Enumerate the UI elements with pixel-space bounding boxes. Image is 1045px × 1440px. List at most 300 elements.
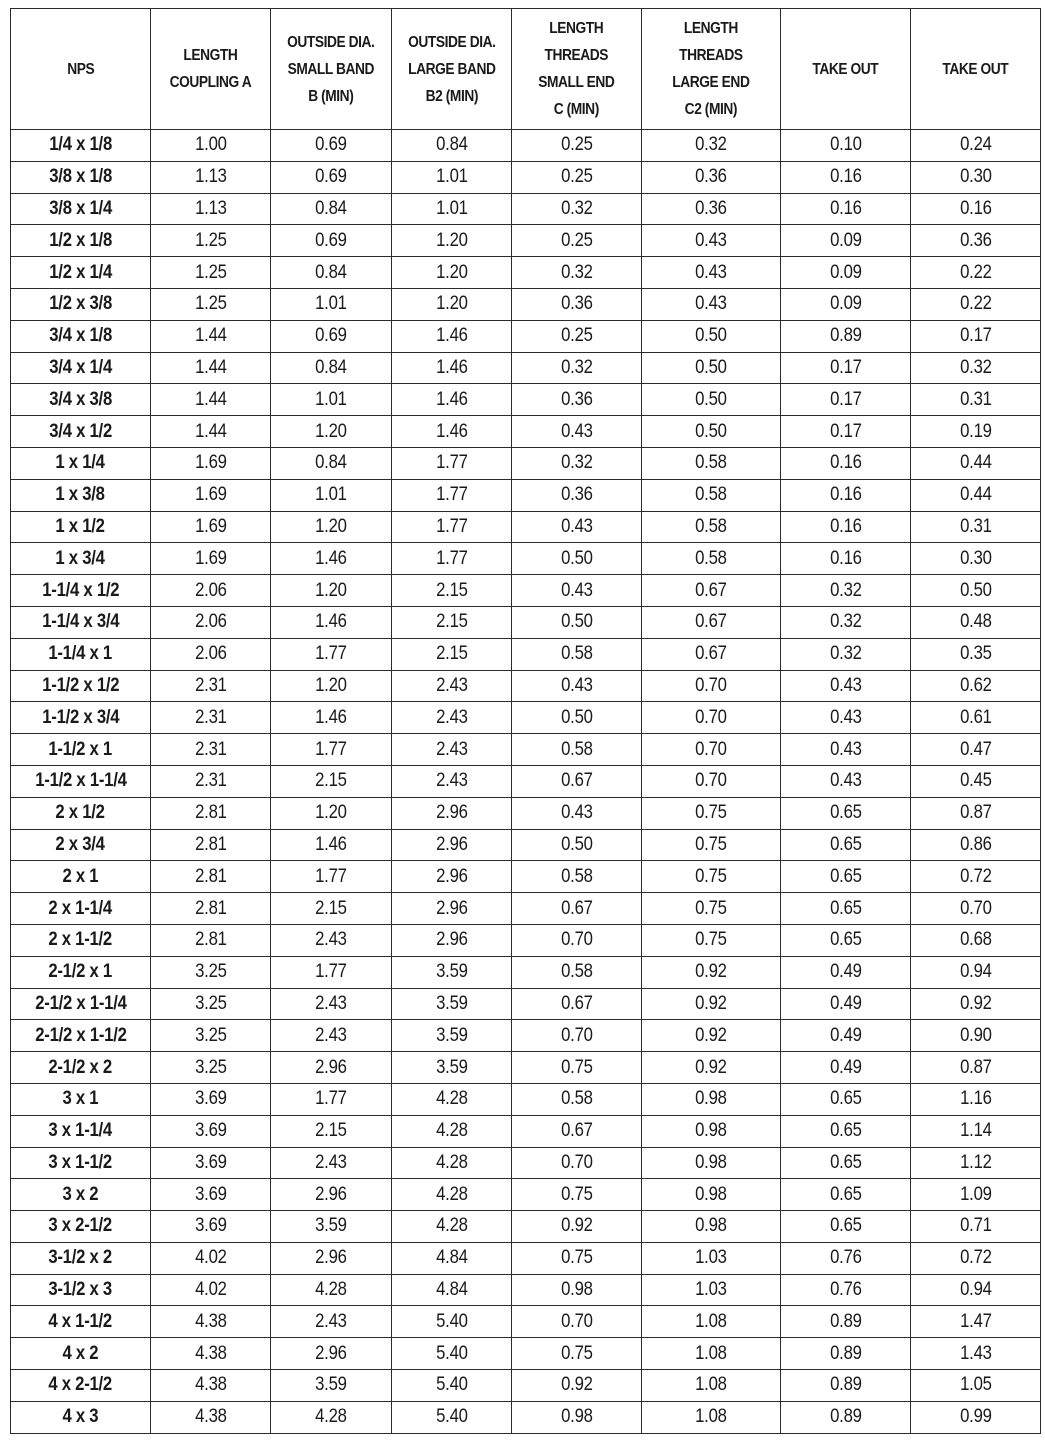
cell-take-out [781,320,911,352]
cell-length-coupling-a [151,797,271,829]
cell-value: 1.46 [435,325,468,347]
cell-small-band-b [271,416,392,448]
header-label: LENGTH COUPLING A [169,47,252,91]
cell-value: 1 x 1/4 [55,452,106,474]
table-row [11,288,1041,320]
cell-value: 0.50 [560,706,593,728]
table-row [11,734,1041,766]
cell-value: 1.13 [194,166,227,188]
cell-value: 0.69 [315,166,347,188]
cell-value: 2.81 [194,897,227,919]
cell-nps [11,670,151,702]
cell-value: 2.96 [435,865,468,887]
cell-length-coupling-a [151,575,271,607]
cell-take-out-2 [911,130,1041,162]
cell-value: 0.89 [829,1342,862,1364]
cell-length-coupling-a [151,447,271,479]
cell-value: 0.50 [695,325,727,347]
cell-nps [11,1242,151,1274]
cell-value: 4 x 2-1/2 [48,1374,113,1396]
cell-value: 0.67 [560,992,593,1014]
cell-value: 2.06 [194,643,227,665]
header-label: OUTSIDE DIA. LARGE BAND B2 (MIN) [407,33,496,105]
table-row [11,1115,1041,1147]
cell-small-band-b [271,956,392,988]
cell-value: 2.43 [315,1024,347,1046]
cell-nps [11,257,151,289]
cell-threads-small-end-c [512,797,642,829]
cell-small-band-b [271,193,392,225]
cell-value: 0.70 [560,1310,593,1332]
cell-value: 0.75 [560,1183,593,1205]
table-row [11,670,1041,702]
cell-value: 1.77 [435,515,468,537]
cell-value: 1.46 [435,388,468,410]
cell-take-out [781,670,911,702]
cell-threads-large-end-c2 [642,575,781,607]
cell-value: 0.36 [560,293,593,315]
cell-large-band-b2 [392,1370,512,1402]
cell-value: 0.92 [695,1056,727,1078]
cell-take-out-2 [911,193,1041,225]
cell-take-out [781,130,911,162]
cell-threads-small-end-c [512,193,642,225]
cell-large-band-b2 [392,1020,512,1052]
table-row [11,225,1041,257]
cell-value: 0.50 [695,356,727,378]
cell-threads-small-end-c [512,1274,642,1306]
cell-length-coupling-a [151,193,271,225]
cell-threads-large-end-c2 [642,416,781,448]
cell-value: 3.59 [435,961,468,983]
header-label: TAKE OUT [812,60,879,78]
cell-value: 0.92 [560,1374,593,1396]
cell-value: 1.69 [194,547,227,569]
cell-value: 2.96 [435,833,468,855]
cell-value: 1.20 [315,515,347,537]
cell-value: 0.70 [695,738,727,760]
cell-large-band-b2 [392,1147,512,1179]
cell-value: 2.43 [315,1151,347,1173]
cell-large-band-b2 [392,130,512,162]
cell-value: 0.36 [560,484,593,506]
cell-value: 3 x 1-1/4 [48,1120,113,1142]
cell-value: 0.58 [560,865,593,887]
cell-value: 3-1/2 x 3 [48,1279,113,1301]
cell-nps [11,161,151,193]
cell-value: 4.38 [194,1342,227,1364]
header-nps [11,9,151,130]
cell-take-out-2 [911,670,1041,702]
cell-value: 1.77 [435,452,468,474]
cell-take-out [781,1242,911,1274]
cell-threads-small-end-c [512,893,642,925]
cell-value: 2-1/2 x 2 [48,1056,113,1078]
cell-value: 2.15 [435,643,468,665]
cell-threads-large-end-c2 [642,1147,781,1179]
cell-threads-small-end-c [512,1338,642,1370]
cell-length-coupling-a [151,130,271,162]
table-row [11,1338,1041,1370]
cell-value: 1-1/2 x 3/4 [41,706,120,728]
cell-take-out [781,829,911,861]
cell-value: 2.15 [315,1120,347,1142]
cell-large-band-b2 [392,765,512,797]
cell-large-band-b2 [392,511,512,543]
cell-large-band-b2 [392,1179,512,1211]
cell-take-out-2 [911,447,1041,479]
cell-value: 2.31 [194,674,227,696]
cell-length-coupling-a [151,1115,271,1147]
cell-value: 0.43 [560,802,593,824]
cell-threads-large-end-c2 [642,956,781,988]
cell-take-out [781,511,911,543]
cell-nps [11,988,151,1020]
cell-nps [11,1306,151,1338]
cell-value: 3.25 [194,1024,227,1046]
table-row [11,130,1041,162]
cell-value: 0.67 [695,643,727,665]
cell-threads-small-end-c [512,956,642,988]
cell-threads-small-end-c [512,988,642,1020]
cell-threads-large-end-c2 [642,288,781,320]
cell-threads-large-end-c2 [642,702,781,734]
cell-take-out [781,1306,911,1338]
cell-value: 2.15 [315,897,347,919]
cell-threads-large-end-c2 [642,1274,781,1306]
cell-nps [11,543,151,575]
cell-value: 1 x 3/4 [55,547,106,569]
cell-nps [11,829,151,861]
cell-threads-small-end-c [512,257,642,289]
cell-length-coupling-a [151,956,271,988]
cell-large-band-b2 [392,193,512,225]
cell-small-band-b [271,702,392,734]
cell-value: 0.89 [829,325,862,347]
cell-value: 0.67 [560,1120,593,1142]
cell-length-coupling-a [151,1211,271,1243]
cell-large-band-b2 [392,924,512,956]
cell-value: 2 x 1-1/2 [48,929,113,951]
cell-value: 0.75 [695,865,727,887]
cell-threads-large-end-c2 [642,130,781,162]
cell-value: 0.69 [315,229,347,251]
cell-threads-large-end-c2 [642,161,781,193]
cell-large-band-b2 [392,1115,512,1147]
cell-take-out [781,638,911,670]
cell-take-out [781,1274,911,1306]
cell-value: 1.77 [435,484,468,506]
cell-value: 0.89 [829,1374,862,1396]
cell-nps [11,1274,151,1306]
cell-value: 1.77 [315,865,347,887]
cell-small-band-b [271,575,392,607]
cell-take-out [781,193,911,225]
cell-threads-small-end-c [512,511,642,543]
cell-value: 0.72 [959,865,992,887]
cell-take-out [781,1211,911,1243]
cell-value: 1.46 [315,706,347,728]
cell-value: 2.43 [315,929,347,951]
cell-take-out [781,1020,911,1052]
cell-value: 0.58 [560,643,593,665]
cell-value: 0.65 [829,1215,862,1237]
table-row [11,861,1041,893]
cell-small-band-b [271,670,392,702]
cell-threads-small-end-c [512,924,642,956]
cell-value: 2.43 [435,706,468,728]
cell-nps [11,1147,151,1179]
cell-threads-small-end-c [512,1370,642,1402]
cell-take-out-2 [911,320,1041,352]
cell-value: 0.75 [560,1247,593,1269]
cell-length-coupling-a [151,1338,271,1370]
cell-value: 0.32 [829,611,862,633]
cell-value: 0.32 [560,197,593,219]
cell-value: 0.92 [695,961,727,983]
cell-threads-small-end-c [512,1020,642,1052]
cell-value: 0.84 [435,134,468,156]
cell-length-coupling-a [151,1274,271,1306]
cell-large-band-b2 [392,670,512,702]
cell-length-coupling-a [151,670,271,702]
cell-value: 5.40 [435,1342,468,1364]
cell-threads-small-end-c [512,416,642,448]
cell-threads-small-end-c [512,320,642,352]
cell-threads-large-end-c2 [642,1338,781,1370]
cell-threads-large-end-c2 [642,893,781,925]
cell-length-coupling-a [151,1083,271,1115]
cell-value: 0.36 [560,388,593,410]
cell-nps [11,447,151,479]
cell-small-band-b [271,1147,392,1179]
table-row [11,161,1041,193]
cell-threads-small-end-c [512,447,642,479]
cell-nps [11,193,151,225]
cell-take-out [781,161,911,193]
table-row [11,1211,1041,1243]
cell-value: 0.31 [959,388,992,410]
cell-take-out [781,702,911,734]
cell-small-band-b [271,1115,392,1147]
cell-take-out-2 [911,1401,1041,1433]
cell-nps [11,765,151,797]
table-row [11,829,1041,861]
cell-large-band-b2 [392,1052,512,1084]
cell-take-out-2 [911,988,1041,1020]
cell-value: 3.69 [194,1215,227,1237]
cell-large-band-b2 [392,1338,512,1370]
table-row [11,606,1041,638]
cell-value: 2.43 [435,738,468,760]
cell-value: 4.28 [435,1088,468,1110]
cell-take-out-2 [911,416,1041,448]
cell-value: 1.44 [194,325,227,347]
cell-take-out-2 [911,384,1041,416]
cell-threads-small-end-c [512,1306,642,1338]
cell-threads-large-end-c2 [642,511,781,543]
header-label: LENGTH THREADS LARGE END C2 (MIN) [672,20,750,118]
cell-large-band-b2 [392,861,512,893]
cell-nps [11,638,151,670]
cell-value: 0.32 [695,134,727,156]
cell-take-out-2 [911,956,1041,988]
cell-take-out-2 [911,1020,1041,1052]
cell-small-band-b [271,511,392,543]
cell-threads-small-end-c [512,1242,642,1274]
header-label: LENGTH THREADS SMALL END C (MIN) [538,20,615,118]
cell-value: 0.65 [829,1183,862,1205]
cell-value: 1-1/4 x 1/2 [41,579,120,601]
cell-threads-small-end-c [512,288,642,320]
table-row [11,384,1041,416]
cell-value: 3/4 x 1/8 [49,325,112,347]
cell-value: 3/4 x 3/8 [49,388,112,410]
cell-value: 0.50 [560,833,593,855]
cell-value: 0.50 [695,388,727,410]
cell-large-band-b2 [392,638,512,670]
cell-value: 3.25 [194,961,227,983]
cell-value: 1.20 [315,674,347,696]
cell-take-out [781,257,911,289]
cell-value: 1.03 [695,1247,727,1269]
cell-value: 0.98 [695,1088,727,1110]
cell-small-band-b [271,1370,392,1402]
cell-take-out-2 [911,511,1041,543]
table-row [11,193,1041,225]
cell-value: 3.25 [194,992,227,1014]
cell-value: 1.00 [194,134,227,156]
cell-value: 2-1/2 x 1-1/4 [34,992,127,1014]
cell-large-band-b2 [392,1242,512,1274]
cell-value: 0.92 [560,1215,593,1237]
cell-value: 0.68 [959,929,992,951]
cell-value: 1.46 [315,611,347,633]
cell-value: 0.16 [829,547,862,569]
cell-take-out-2 [911,638,1041,670]
cell-take-out [781,447,911,479]
table-row [11,511,1041,543]
cell-take-out-2 [911,1274,1041,1306]
cell-threads-large-end-c2 [642,225,781,257]
cell-length-coupling-a [151,702,271,734]
cell-value: 1.69 [194,484,227,506]
cell-threads-large-end-c2 [642,1211,781,1243]
table-row [11,1020,1041,1052]
cell-value: 0.75 [695,897,727,919]
cell-value: 0.65 [829,897,862,919]
spec-sheet [10,8,1040,1434]
cell-threads-large-end-c2 [642,924,781,956]
cell-value: 0.92 [959,992,992,1014]
cell-large-band-b2 [392,797,512,829]
cell-small-band-b [271,1401,392,1433]
cell-value: 2.96 [315,1342,347,1364]
cell-large-band-b2 [392,1211,512,1243]
cell-small-band-b [271,924,392,956]
cell-value: 1.01 [315,388,347,410]
cell-threads-small-end-c [512,161,642,193]
cell-value: 1.14 [959,1120,992,1142]
cell-take-out [781,575,911,607]
cell-large-band-b2 [392,1306,512,1338]
table-row [11,893,1041,925]
cell-value: 0.65 [829,802,862,824]
cell-value: 0.98 [695,1215,727,1237]
cell-large-band-b2 [392,257,512,289]
cell-length-coupling-a [151,606,271,638]
table-row [11,416,1041,448]
cell-large-band-b2 [392,1274,512,1306]
table-row [11,320,1041,352]
cell-threads-large-end-c2 [642,384,781,416]
cell-value: 4.28 [435,1215,468,1237]
cell-threads-small-end-c [512,702,642,734]
cell-length-coupling-a [151,1242,271,1274]
cell-nps [11,511,151,543]
cell-small-band-b [271,606,392,638]
cell-value: 0.90 [959,1024,992,1046]
table-row [11,352,1041,384]
cell-value: 0.94 [959,1279,992,1301]
cell-value: 1.08 [695,1406,727,1428]
cell-length-coupling-a [151,511,271,543]
cell-value: 1.69 [194,515,227,537]
cell-length-coupling-a [151,924,271,956]
cell-nps [11,575,151,607]
cell-small-band-b [271,384,392,416]
cell-threads-large-end-c2 [642,479,781,511]
cell-value: 0.98 [560,1406,593,1428]
cell-value: 0.50 [695,420,727,442]
cell-threads-small-end-c [512,861,642,893]
cell-value: 1.20 [315,802,347,824]
header-take-out-2 [911,9,1041,130]
cell-take-out [781,1147,911,1179]
cell-length-coupling-a [151,257,271,289]
cell-value: 0.75 [695,929,727,951]
cell-value: 0.30 [959,166,992,188]
cell-length-coupling-a [151,1401,271,1433]
cell-value: 1-1/4 x 1 [48,643,113,665]
cell-value: 3.59 [435,1056,468,1078]
cell-large-band-b2 [392,1401,512,1433]
cell-value: 0.17 [829,356,862,378]
cell-take-out [781,1401,911,1433]
cell-value: 0.92 [695,992,727,1014]
cell-value: 0.09 [829,293,862,315]
table-header [11,9,1041,130]
cell-threads-large-end-c2 [642,543,781,575]
cell-threads-small-end-c [512,670,642,702]
cell-value: 0.16 [829,484,862,506]
cell-value: 2.43 [315,992,347,1014]
cell-value: 0.58 [560,961,593,983]
cell-value: 2.43 [315,1310,347,1332]
cell-value: 0.84 [315,356,347,378]
cell-value: 1-1/2 x 1/2 [41,674,120,696]
cell-value: 1.46 [435,420,468,442]
cell-value: 0.22 [959,261,992,283]
cell-value: 1.69 [194,452,227,474]
cell-value: 0.30 [959,547,992,569]
cell-value: 0.17 [829,388,862,410]
cell-value: 1.03 [695,1279,727,1301]
cell-length-coupling-a [151,893,271,925]
cell-value: 2.96 [315,1056,347,1078]
cell-length-coupling-a [151,1306,271,1338]
cell-value: 0.62 [959,674,992,696]
